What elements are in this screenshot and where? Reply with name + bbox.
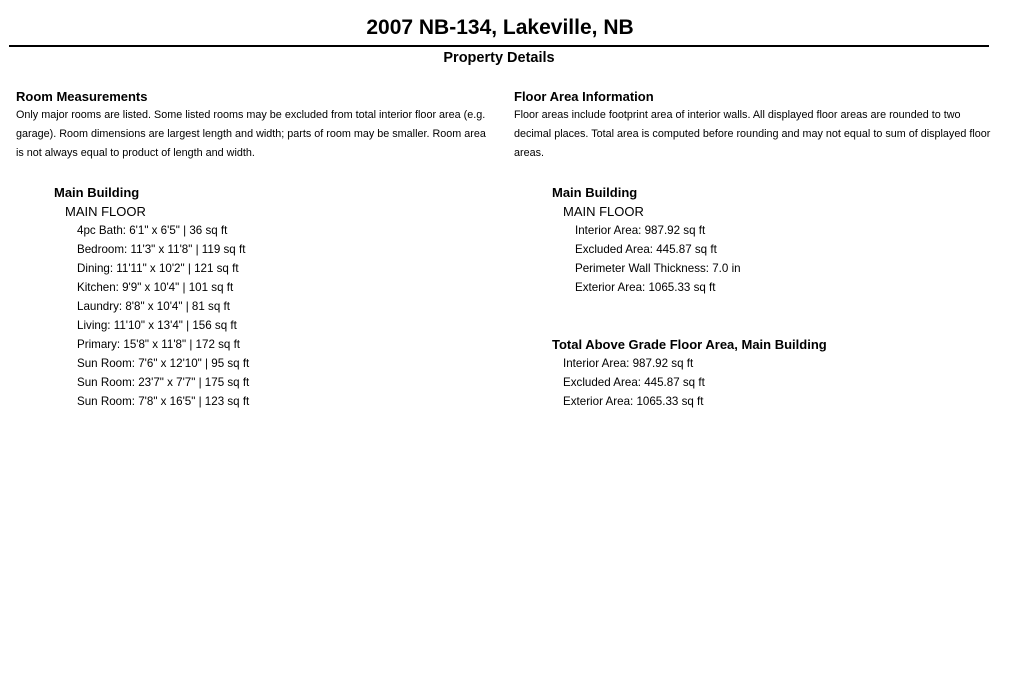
page-subtitle: Property Details	[443, 50, 555, 66]
room-item: Living: 11'10" x 13'4" | 156 sq ft	[77, 319, 237, 332]
floor-area-floor-label: MAIN FLOOR	[563, 204, 644, 219]
total-floor-area-heading: Total Above Grade Floor Area, Main Building	[552, 337, 827, 352]
floor-area-building-label: Main Building	[552, 185, 638, 200]
floor-area-item: Excluded Area: 445.87 sq ft	[575, 243, 717, 256]
room-measurements-section	[16, 88, 496, 411]
room-item: Sun Room: 7'6" x 12'10" | 95 sq ft	[77, 357, 250, 370]
room-item: Laundry: 8'8" x 10'4" | 81 sq ft	[77, 300, 230, 313]
floor-area-section	[514, 88, 999, 411]
total-floor-area-item: Excluded Area: 445.87 sq ft	[563, 376, 705, 389]
floor-area-item: Interior Area: 987.92 sq ft	[575, 224, 706, 237]
room-item: Sun Room: 23'7" x 7'7" | 175 sq ft	[77, 376, 250, 389]
floor-area-item: Exterior Area: 1065.33 sq ft	[575, 281, 716, 294]
room-item: 4pc Bath: 6'1" x 6'5" | 36 sq ft	[77, 224, 228, 237]
room-item: Primary: 15'8" x 11'8" | 172 sq ft	[77, 338, 241, 351]
room-item: Kitchen: 9'9" x 10'4" | 101 sq ft	[77, 281, 234, 294]
room-measurements-description: Only major rooms are listed. Some listed rooms may be excluded from total interior floor area (e.g. garage). Room dimensions are largest length and width; parts of room may be smaller. Room area is not always equal to product of length and width.	[16, 109, 486, 159]
floor-area-list	[514, 183, 999, 411]
room-list	[16, 183, 496, 411]
total-floor-area-item: Interior Area: 987.92 sq ft	[563, 357, 694, 370]
room-item: Sun Room: 7'8" x 16'5" | 123 sq ft	[77, 395, 250, 408]
floor-area-item: Perimeter Wall Thickness: 7.0 in	[575, 262, 741, 275]
floor-area-description: Floor areas include footprint area of interior walls. All displayed floor areas are rounded to two decimal places. Total area is computed before rounding and may not equal to sum of displayed floor areas.	[514, 109, 991, 159]
room-building-label: Main Building	[54, 185, 140, 200]
title-divider	[9, 45, 989, 47]
floor-area-heading: Floor Area Information	[514, 89, 654, 104]
room-item: Bedroom: 11'3" x 11'8" | 119 sq ft	[77, 243, 246, 256]
page-title: 2007 NB-134, Lakeville, NB	[366, 16, 634, 39]
room-item: Dining: 11'11" x 10'2" | 121 sq ft	[77, 262, 239, 275]
total-floor-area-item: Exterior Area: 1065.33 sq ft	[563, 395, 704, 408]
room-measurements-heading: Room Measurements	[16, 89, 148, 104]
room-floor-label: MAIN FLOOR	[65, 204, 146, 219]
